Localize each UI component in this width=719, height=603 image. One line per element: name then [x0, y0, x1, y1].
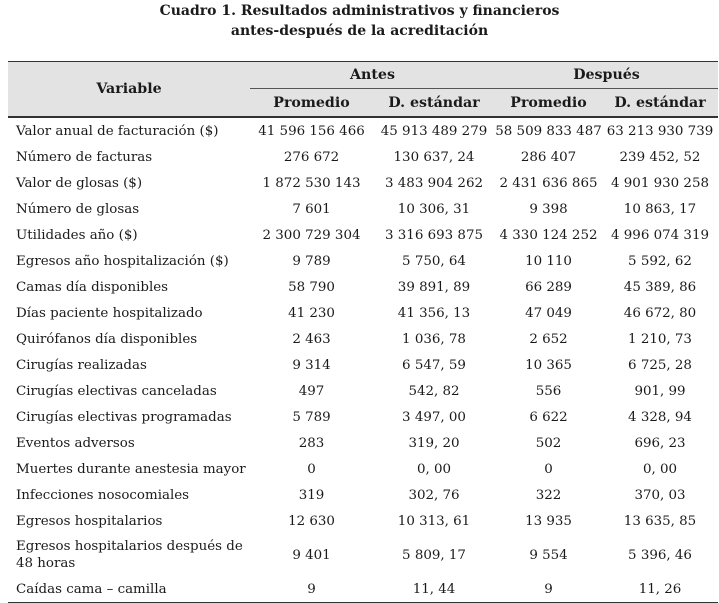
row-variable-name: Cirugías realizadas — [16, 357, 147, 373]
row-variable-name: Cirugías electivas programadas — [16, 409, 232, 425]
row-variable-name: Muertes durante anestesia mayor — [16, 461, 246, 477]
cell-before-mean: 7 601 — [292, 201, 331, 217]
table-row — [8, 482, 718, 508]
cell-after-mean: 286 407 — [520, 149, 577, 165]
cell-before-mean: 9 401 — [292, 547, 331, 563]
row-variable-name: Valor de glosas ($) — [16, 175, 143, 191]
header-before-sd: D. estándar — [373, 89, 495, 118]
header-after-sd: D. estándar — [602, 89, 718, 118]
cell-after-mean: 2 652 — [529, 331, 568, 347]
cell-after-mean: 13 935 — [525, 513, 572, 529]
cell-before-sd: 3 316 693 875 — [385, 227, 483, 243]
row-variable-name: Número de facturas — [16, 149, 153, 165]
cell-before-mean: 319 — [298, 487, 325, 503]
cell-after-sd: 4 996 074 319 — [611, 227, 709, 243]
cell-after-mean: 502 — [535, 435, 562, 451]
header-after: Después — [495, 62, 718, 89]
cell-before-sd: 319, 20 — [408, 435, 460, 451]
cell-after-mean: 556 — [535, 383, 562, 399]
cell-before-mean: 41 230 — [288, 305, 335, 321]
cell-before-sd: 1 036, 78 — [402, 331, 466, 347]
cell-before-sd: 3 497, 00 — [402, 409, 466, 425]
table-row — [8, 576, 718, 603]
table-row — [8, 352, 718, 378]
cell-after-sd: 4 901 930 258 — [611, 175, 709, 191]
cell-before-sd: 41 356, 13 — [397, 305, 471, 321]
header-before-mean: Promedio — [250, 89, 373, 118]
cell-after-mean: 322 — [535, 487, 562, 503]
cell-before-mean: 2 300 729 304 — [262, 227, 361, 243]
cell-after-sd: 5 396, 46 — [628, 547, 692, 563]
cell-after-mean: 66 289 — [525, 279, 572, 295]
cell-before-mean: 9 789 — [292, 253, 331, 269]
table-row — [8, 534, 718, 576]
cell-before-mean: 276 672 — [283, 149, 340, 165]
row-variable-name: Caídas cama – camilla — [8, 576, 250, 603]
row-variable-name: Utilidades año ($) — [16, 227, 138, 243]
table-row — [8, 117, 718, 144]
cell-before-mean: 5 789 — [292, 409, 331, 425]
row-variable-name: Cirugías electivas canceladas — [16, 383, 217, 399]
table-row — [8, 222, 718, 248]
cell-after-sd: 239 452, 52 — [619, 149, 701, 165]
cell-after-sd: 696, 23 — [634, 435, 686, 451]
cell-after-sd: 5 592, 62 — [628, 253, 692, 269]
cell-before-sd: 542, 82 — [408, 383, 460, 399]
cell-after-mean: 9 — [495, 576, 602, 603]
cell-before-mean: 58 790 — [288, 279, 335, 295]
cell-before-mean: 1 872 530 143 — [262, 175, 361, 191]
table-body — [8, 117, 718, 603]
cell-after-mean: 10 110 — [525, 253, 572, 269]
table-row — [8, 248, 718, 274]
table-row — [8, 196, 718, 222]
row-variable-name: Eventos adversos — [16, 435, 135, 451]
table-row — [8, 508, 718, 534]
header-after-mean: Promedio — [495, 89, 602, 118]
cell-before-sd: 3 483 904 262 — [385, 175, 483, 191]
table-row — [8, 378, 718, 404]
cell-before-mean: 9 — [250, 576, 373, 603]
cell-after-mean: 10 365 — [525, 357, 572, 373]
cell-after-mean: 4 330 124 252 — [499, 227, 598, 243]
cell-after-sd: 1 210, 73 — [628, 331, 692, 347]
cell-after-sd: 46 672, 80 — [623, 305, 697, 321]
cell-after-sd: 45 389, 86 — [623, 279, 697, 295]
cell-after-mean: 9 398 — [529, 201, 568, 217]
cell-after-mean: 6 622 — [529, 409, 568, 425]
cell-after-sd: 370, 03 — [634, 487, 686, 503]
cell-before-mean: 497 — [298, 383, 325, 399]
row-variable-name: Egresos año hospitalización ($) — [16, 253, 229, 269]
cell-before-mean: 2 463 — [292, 331, 331, 347]
cell-before-sd: 39 891, 89 — [397, 279, 471, 295]
cell-before-mean: 283 — [298, 435, 325, 451]
table-row — [8, 274, 718, 300]
row-variable-name: Valor anual de facturación ($) — [16, 123, 219, 139]
row-variable-name: Días paciente hospitalizado — [16, 305, 203, 321]
cell-before-sd: 10 313, 61 — [397, 513, 471, 529]
cell-before-mean: 12 630 — [288, 513, 335, 529]
caption-line-2: antes-después de la acreditación — [230, 23, 489, 39]
cell-before-sd: 5 750, 64 — [402, 253, 466, 269]
results-table — [8, 61, 718, 603]
cell-after-sd: 901, 99 — [634, 383, 686, 399]
cell-after-mean: 58 509 833 487 — [495, 123, 602, 139]
cell-before-sd: 0, 00 — [416, 461, 452, 477]
cell-before-mean: 9 314 — [292, 357, 331, 373]
table-header — [8, 62, 718, 118]
cell-before-sd: 6 547, 59 — [402, 357, 466, 373]
table-row — [8, 430, 718, 456]
cell-after-sd: 0, 00 — [642, 461, 678, 477]
table-row — [8, 300, 718, 326]
cell-before-sd: 45 913 489 279 — [380, 123, 488, 139]
table-row — [8, 456, 718, 482]
cell-after-mean: 47 049 — [525, 305, 572, 321]
table-row — [8, 404, 718, 430]
cell-before-sd: 130 637, 24 — [393, 149, 475, 165]
header-variable: Variable — [8, 62, 250, 118]
row-variable-name: Egresos hospitalarios después de 48 horas — [16, 539, 243, 571]
cell-after-sd: 13 635, 85 — [623, 513, 697, 529]
cell-before-mean: 0 — [307, 461, 316, 477]
row-variable-name: Número de glosas — [16, 201, 140, 217]
cell-after-sd: 4 328, 94 — [628, 409, 692, 425]
table-row — [8, 144, 718, 170]
cell-before-mean: 41 596 156 466 — [258, 123, 365, 139]
row-variable-name: Camas día disponibles — [16, 279, 169, 295]
cell-before-sd: 10 306, 31 — [397, 201, 471, 217]
cell-after-sd: 63 213 930 739 — [606, 123, 714, 139]
cell-after-sd: 6 725, 28 — [628, 357, 692, 373]
cell-after-mean: 0 — [544, 461, 553, 477]
cell-before-sd: 302, 76 — [408, 487, 460, 503]
cell-after-mean: 2 431 636 865 — [499, 175, 598, 191]
cell-before-sd: 11, 44 — [373, 576, 495, 603]
table-row — [8, 170, 718, 196]
cell-before-sd: 5 809, 17 — [402, 547, 466, 563]
row-variable-name: Egresos hospitalarios — [16, 513, 163, 529]
caption-line-1: Cuadro 1. Resultados administrativos y financieros — [159, 3, 560, 19]
cell-after-sd: 10 863, 17 — [623, 201, 697, 217]
cell-after-mean: 9 554 — [529, 547, 568, 563]
header-before: Antes — [250, 62, 495, 89]
table-row — [8, 326, 718, 352]
table-caption — [0, 1, 719, 41]
row-variable-name: Infecciones nosocomiales — [16, 487, 190, 503]
row-variable-name: Quirófanos día disponibles — [16, 331, 198, 347]
cell-after-sd: 11, 26 — [602, 576, 718, 603]
